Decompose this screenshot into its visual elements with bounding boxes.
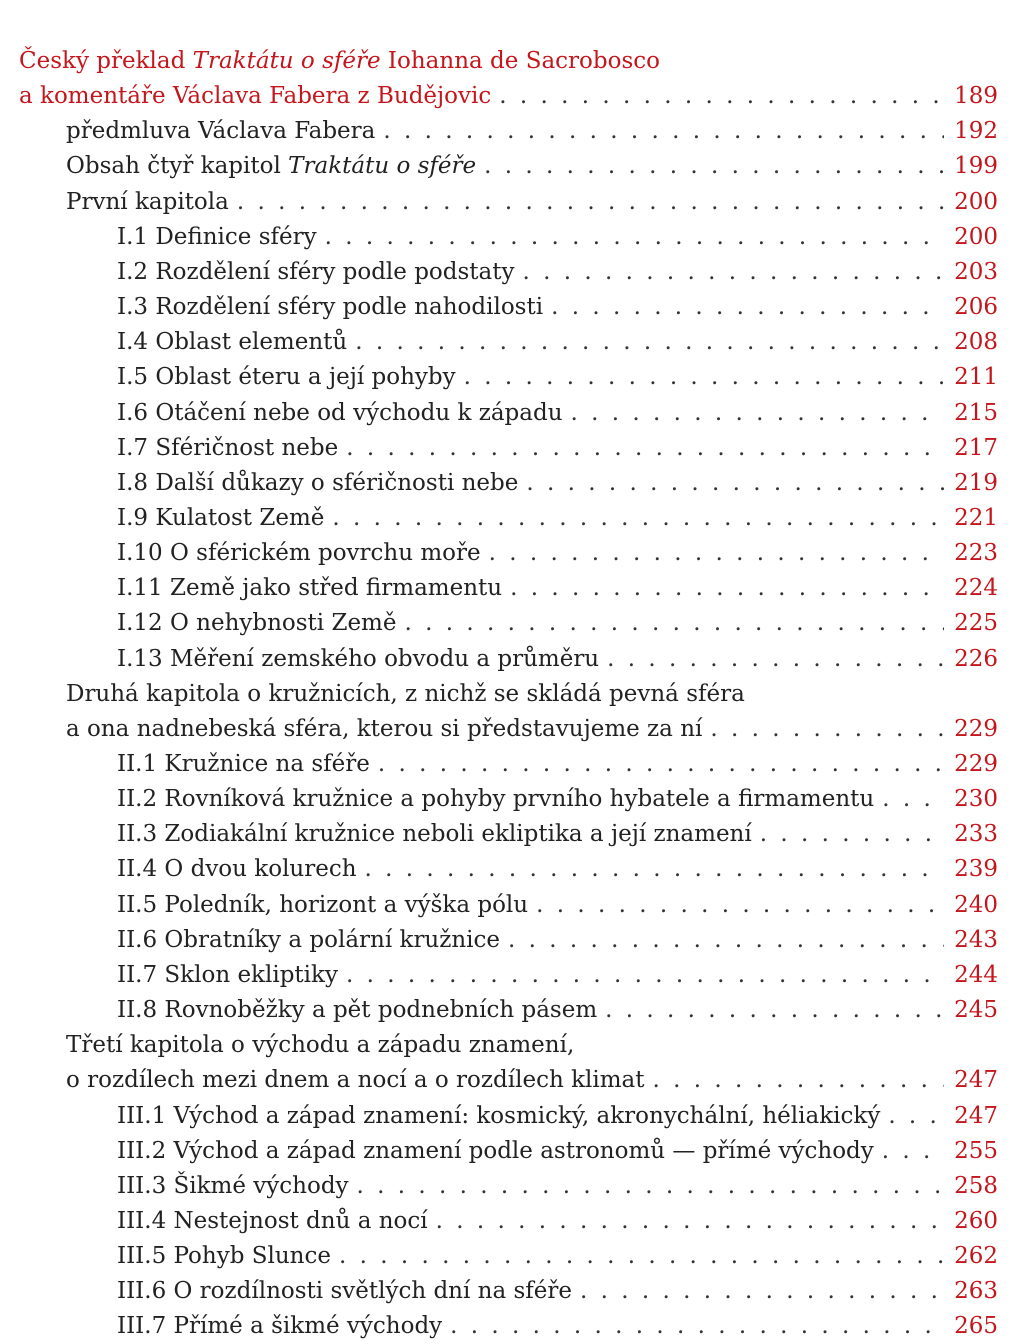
toc-entry[interactable] [117, 817, 998, 852]
dot-leader [571, 396, 944, 431]
toc-title-text: Iohanna de Sacrobosco [380, 48, 660, 74]
toc-entry-line [117, 1204, 998, 1239]
toc-entry-title [117, 958, 338, 993]
toc-title-text: II.3 Zodiakální kružnice neboli ekliptika a její znamení [117, 821, 752, 847]
toc-entry-line [66, 185, 998, 220]
toc-title-text: a ona nadnebeská sféra, kterou si představujeme za ní [66, 716, 703, 742]
toc-title-text: Druhá kapitola o kružnicích, z nichž se skládá pevná sféra [66, 681, 745, 707]
page-number: 225 [954, 610, 998, 636]
toc-entry-line [117, 1274, 998, 1309]
toc-entry-title [117, 255, 515, 290]
dot-leader [499, 79, 944, 114]
dot-leader [450, 1309, 944, 1344]
page-number: 255 [954, 1138, 998, 1164]
page-number: 189 [954, 83, 998, 109]
toc-title-text: I.9 Kulatost Země [117, 505, 325, 531]
toc-title-text: III.5 Pohyb Slunce [117, 1243, 331, 1269]
toc-title-text: I.5 Oblast éteru a její pohyby [117, 364, 456, 390]
toc-entry-title [117, 396, 563, 431]
toc-entry-title [117, 571, 502, 606]
dot-leader [346, 431, 944, 466]
toc-entry-title [117, 431, 338, 466]
dot-leader [523, 255, 945, 290]
toc-entry[interactable] [117, 1309, 998, 1344]
page-number: 243 [954, 927, 998, 953]
dot-leader [508, 923, 944, 958]
toc-entry-line [117, 290, 998, 325]
dot-leader [710, 712, 944, 747]
dot-leader [510, 571, 944, 606]
page-number: 247 [954, 1103, 998, 1129]
page-number: 219 [954, 470, 998, 496]
toc-entry-line [66, 677, 998, 712]
dot-leader [325, 220, 944, 255]
page-number: 192 [954, 118, 998, 144]
toc-entry-line [117, 782, 998, 817]
toc-entry-title [117, 642, 599, 677]
toc-entry[interactable] [117, 571, 998, 606]
toc-entry[interactable] [19, 44, 998, 114]
toc-entry[interactable] [117, 1134, 998, 1169]
dot-leader [882, 782, 944, 817]
page-number: 223 [954, 540, 998, 566]
toc-entry-line [117, 1169, 998, 1204]
toc-entry-line [117, 993, 998, 1028]
page-number: 258 [954, 1173, 998, 1199]
toc-title-text: II.4 O dvou kolurech [117, 856, 357, 882]
page-number: 203 [954, 259, 998, 285]
toc-entry[interactable] [117, 923, 998, 958]
toc-entry-line [117, 606, 998, 641]
toc-entry-title [117, 325, 347, 360]
toc-entry[interactable] [117, 606, 998, 641]
toc-entry-line [117, 958, 998, 993]
dot-leader [404, 606, 944, 641]
toc-title-text: III.3 Šikmé východy [117, 1173, 349, 1199]
dot-leader [607, 642, 944, 677]
toc-entry-line [117, 747, 998, 782]
toc-entry[interactable] [117, 325, 998, 360]
toc-entry-line [117, 431, 998, 466]
toc-entry[interactable] [117, 1099, 998, 1134]
toc-entry-title [117, 747, 370, 782]
toc-entry-line [66, 1063, 998, 1098]
toc-entry-line [117, 536, 998, 571]
dot-leader [536, 888, 944, 923]
dot-leader [484, 149, 944, 184]
page-number: 265 [954, 1313, 998, 1339]
page-number: 247 [954, 1067, 998, 1093]
toc-entry-line [117, 1134, 998, 1169]
dot-leader [365, 852, 944, 887]
toc-title-text: II.7 Sklon ekliptiky [117, 962, 338, 988]
toc-entry-line [117, 888, 998, 923]
toc-entry-line [117, 642, 998, 677]
toc-entry[interactable] [66, 1028, 998, 1098]
page-number: 200 [954, 224, 998, 250]
page-number: 245 [954, 997, 998, 1023]
page-number: 260 [954, 1208, 998, 1234]
toc-entry-title [117, 1099, 880, 1134]
page-number: 221 [954, 505, 998, 531]
toc-entry-line [117, 571, 998, 606]
page-number: 217 [954, 435, 998, 461]
toc-title-text: I.8 Další důkazy o sféričnosti nebe [117, 470, 519, 496]
toc-entry-line [117, 360, 998, 395]
toc-entry-title [117, 1274, 572, 1309]
toc-entry-title [66, 185, 229, 220]
page-number: 208 [954, 329, 998, 355]
toc-title-text: I.7 Sféričnost nebe [117, 435, 339, 461]
toc-title-italic: Traktátu o sféře [192, 48, 381, 74]
toc-entry-title [117, 536, 481, 571]
toc-entry-line [117, 466, 998, 501]
dot-leader [346, 958, 944, 993]
page-number: 206 [954, 294, 998, 320]
toc-entry[interactable] [117, 360, 998, 395]
toc-entry[interactable] [117, 466, 998, 501]
toc-title-text: III.4 Nestejnost dnů a nocí [117, 1208, 428, 1234]
toc-title-text: a komentáře Václava Fabera z Budějovic [19, 83, 492, 109]
dot-leader [526, 466, 944, 501]
toc-entry-line [66, 712, 998, 747]
toc-entry-line [117, 1309, 998, 1344]
toc-entry[interactable] [117, 1204, 998, 1239]
toc-entry-title [117, 1134, 874, 1169]
dot-leader [882, 1134, 944, 1169]
dot-leader [652, 1063, 944, 1098]
toc-entry-line [117, 1099, 998, 1134]
toc-entry[interactable] [117, 747, 998, 782]
dot-leader [489, 536, 944, 571]
page-number: 240 [954, 892, 998, 918]
toc-entry-title [117, 360, 456, 395]
toc-entry[interactable] [117, 958, 998, 993]
page-number: 230 [954, 786, 998, 812]
toc-title-text: I.13 Měření zemského obvodu a průměru [117, 646, 600, 672]
toc-title-text: III.2 Východ a západ znamení podle astronomů — přímé východy [117, 1138, 874, 1164]
toc-entry[interactable] [117, 852, 998, 887]
dot-leader [551, 290, 944, 325]
toc-entry-title [117, 1239, 331, 1274]
toc-title-text: I.10 O sférickém povrchu moře [117, 540, 481, 566]
toc-title-text: I.2 Rozdělení sféry podle podstaty [117, 259, 515, 285]
dot-leader [888, 1099, 944, 1134]
toc-entry[interactable] [117, 1169, 998, 1204]
toc-entry-title [117, 993, 597, 1028]
toc-title-italic: Traktátu o sféře [288, 153, 477, 179]
toc-entry-title [117, 1169, 349, 1204]
page-number: 211 [954, 364, 998, 390]
toc-title-text: I.6 Otáčení nebe od východu k západu [117, 400, 563, 426]
toc-entry-line [117, 220, 998, 255]
page-number: 224 [954, 575, 998, 601]
toc-entry-title [117, 817, 752, 852]
toc-entry-title [117, 466, 518, 501]
toc-entry-title [66, 712, 702, 747]
page-number: 215 [954, 400, 998, 426]
toc-entry-title [117, 290, 543, 325]
toc-entry-title [117, 1204, 428, 1239]
toc-title-text: I.4 Oblast elementů [117, 329, 348, 355]
toc-entry-title [66, 677, 745, 712]
toc-title-text: II.6 Obratníky a polární kružnice [117, 927, 501, 953]
page-number: 200 [954, 189, 998, 215]
page-number: 199 [954, 153, 998, 179]
toc-entry-title [117, 852, 357, 887]
toc-entry[interactable] [117, 396, 998, 431]
toc-entry-title [66, 1028, 574, 1063]
toc-title-text: II.1 Kružnice na sféře [117, 751, 370, 777]
toc-entry-line [117, 501, 998, 536]
toc-title-text: o rozdílech mezi dnem a nocí a o rozdílech klimat [66, 1067, 645, 1093]
toc-entry-title [66, 1063, 644, 1098]
toc-entry[interactable] [117, 993, 998, 1028]
toc-entry[interactable] [117, 888, 998, 923]
toc-entry-title [117, 782, 874, 817]
dot-leader [580, 1274, 944, 1309]
toc-entry-line [66, 1028, 998, 1063]
toc-title-text: III.7 Přímé a šikmé východy [117, 1313, 443, 1339]
toc-title-text: Český překlad [19, 48, 193, 74]
page-number: 263 [954, 1278, 998, 1304]
toc-entry-line [19, 44, 998, 79]
toc-entry-title [117, 606, 396, 641]
dot-leader [357, 1169, 944, 1204]
page-number: 233 [954, 821, 998, 847]
toc-title-text: II.5 Poledník, horizont a výška pólu [117, 892, 529, 918]
toc-title-text: První kapitola [66, 189, 229, 215]
toc-title-text: I.12 O nehybnosti Země [117, 610, 397, 636]
toc-entry-title [117, 1309, 442, 1344]
page-number: 229 [954, 716, 998, 742]
toc-title-text: Třetí kapitola o východu a západu znamení, [66, 1032, 575, 1058]
toc-entry[interactable] [117, 501, 998, 536]
page-number: 229 [954, 751, 998, 777]
dot-leader [237, 185, 944, 220]
toc-title-text: I.1 Definice sféry [117, 224, 317, 250]
toc-entry-line [117, 923, 998, 958]
toc-title-text: I.3 Rozdělení sféry podle nahodilosti [117, 294, 544, 320]
dot-leader [436, 1204, 944, 1239]
dot-leader [339, 1239, 944, 1274]
toc-entry[interactable] [66, 149, 998, 184]
toc-entry[interactable] [117, 1274, 998, 1309]
toc-entry[interactable] [66, 185, 998, 220]
toc-entry-line [117, 817, 998, 852]
dot-leader [355, 325, 944, 360]
toc-title-text: I.11 Země jako střed firmamentu [117, 575, 503, 601]
toc-entry[interactable] [117, 536, 998, 571]
toc-entry-line [117, 255, 998, 290]
toc-entry[interactable] [117, 431, 998, 466]
dot-leader [760, 817, 944, 852]
toc-entry-title [19, 44, 660, 79]
toc-entry-line [19, 79, 998, 114]
toc-title-text: III.1 Východ a západ znamení: kosmický, akronychální, héliakický [117, 1103, 881, 1129]
toc-entry-line [117, 852, 998, 887]
toc-entry-title [117, 888, 528, 923]
page-number: 226 [954, 646, 998, 672]
toc-entry-title [66, 114, 375, 149]
dot-leader [378, 747, 944, 782]
toc-entry-title [117, 923, 500, 958]
toc-entry[interactable] [66, 677, 998, 747]
toc-entry[interactable] [66, 114, 998, 149]
toc-entry[interactable] [117, 782, 998, 817]
toc-entry[interactable] [117, 1239, 998, 1274]
toc-entry[interactable] [117, 220, 998, 255]
page-number: 262 [954, 1243, 998, 1269]
toc-entry-title [66, 149, 476, 184]
toc-title-text: předmluva Václava Fabera [66, 118, 376, 144]
toc-title-text: II.8 Rovnoběžky a pět podnebních pásem [117, 997, 598, 1023]
toc-entry-line [117, 325, 998, 360]
toc-title-text: III.6 O rozdílnosti světlých dní na sféře [117, 1278, 573, 1304]
toc-entry[interactable] [117, 290, 998, 325]
toc-entry-title [117, 501, 324, 536]
toc-entry[interactable] [117, 255, 998, 290]
dot-leader [383, 114, 944, 149]
toc-entry-line [117, 396, 998, 431]
page-number: 239 [954, 856, 998, 882]
toc-entry-title [117, 220, 317, 255]
dot-leader [464, 360, 944, 395]
toc-entry-title [19, 79, 491, 114]
toc-entry-line [66, 114, 998, 149]
toc-entry[interactable] [117, 642, 998, 677]
toc-entry-line [66, 149, 998, 184]
dot-leader [605, 993, 944, 1028]
toc-title-text: Obsah čtyř kapitol [66, 153, 289, 179]
toc-title-text: II.2 Rovníková kružnice a pohyby prvního hybatele a firmamentu [117, 786, 875, 812]
toc-entry-line [117, 1239, 998, 1274]
page-number: 244 [954, 962, 998, 988]
dot-leader [332, 501, 944, 536]
